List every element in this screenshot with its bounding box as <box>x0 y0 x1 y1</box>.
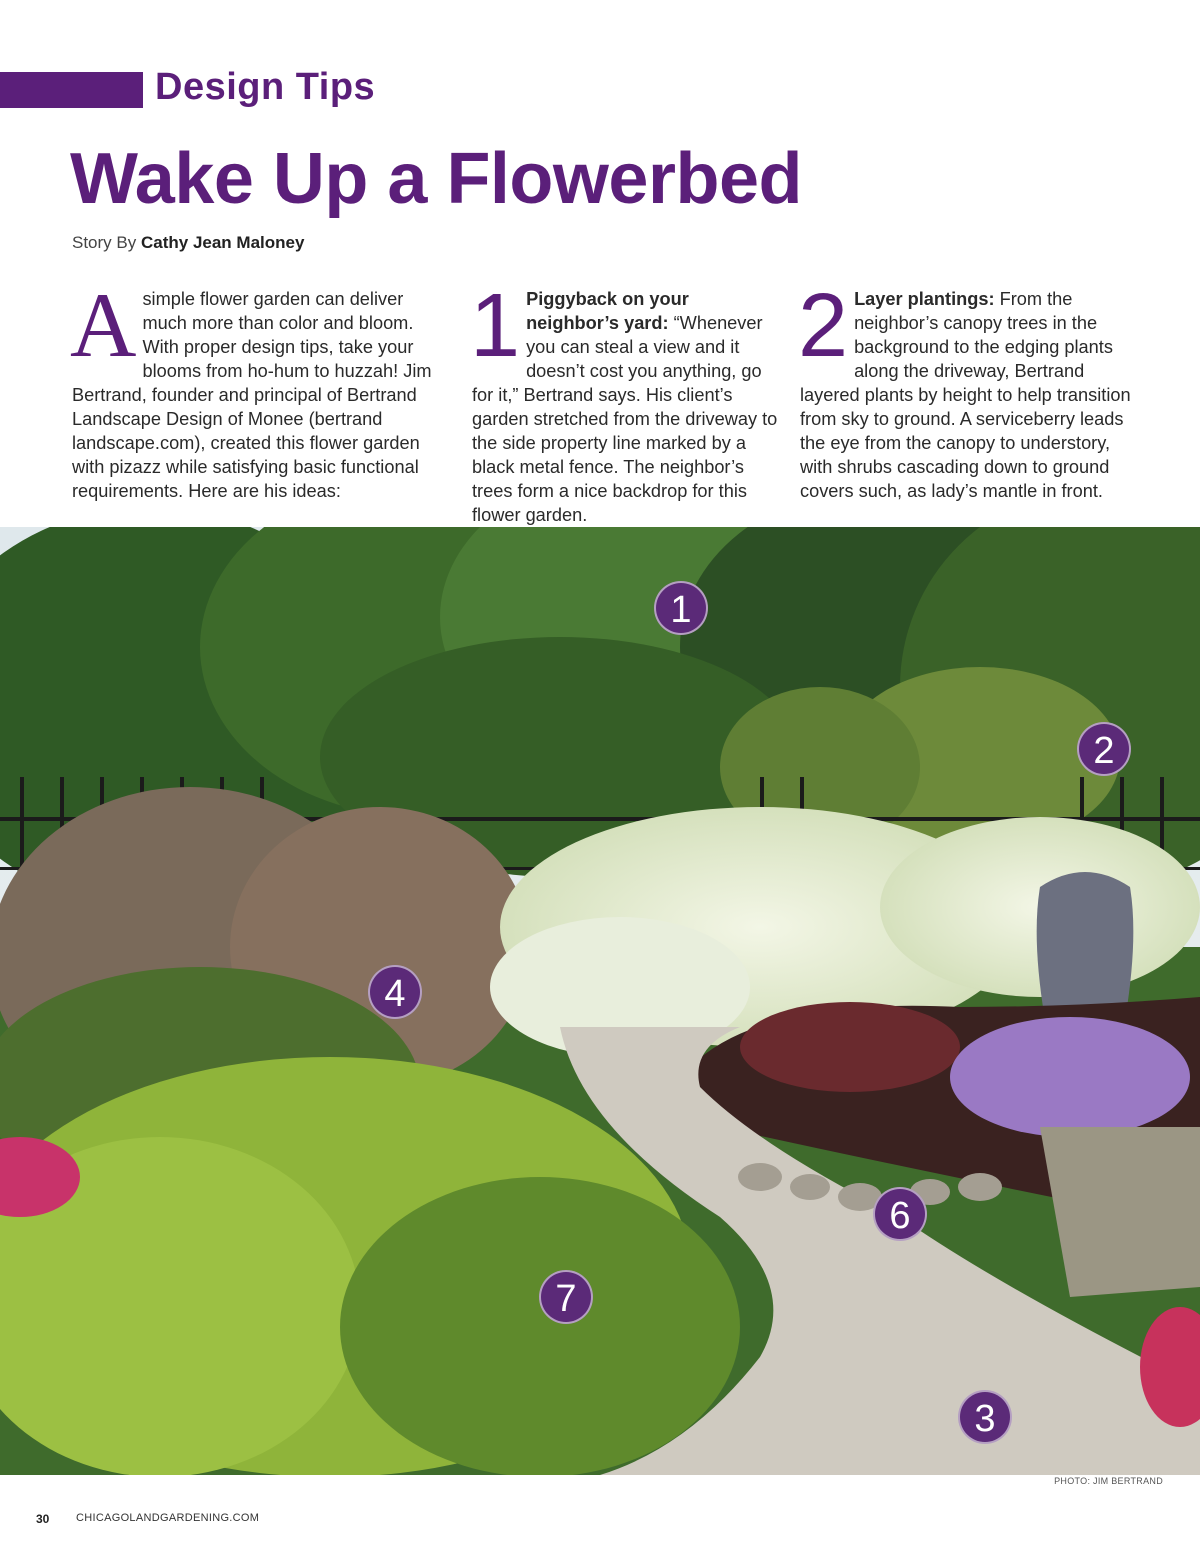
photo-marker-7: 7 <box>539 1270 593 1324</box>
drop-cap: A <box>70 274 137 376</box>
photo-marker-2: 2 <box>1077 722 1131 776</box>
tip-2-lead: Layer plantings: <box>854 289 995 309</box>
section-bar <box>0 72 143 108</box>
intro-column <box>70 274 444 503</box>
tip-2-text: From the neighbor’s canopy trees in the background to the edging plants along the driveway, Bertrand layered plants by height to help transition from sky to ground. A serviceberry leads the eye from the canopy to understory, with shrubs cascading down to ground covers such, as lady’s mantle in front. <box>800 289 1131 501</box>
byline-author: Cathy Jean Maloney <box>140 233 305 252</box>
article-title: Wake Up a Flowerbed <box>70 139 802 219</box>
garden-illustration <box>0 527 1200 1475</box>
photo-marker-4: 4 <box>368 965 422 1019</box>
garden-photo <box>0 527 1200 1475</box>
page-number: 30 <box>36 1512 50 1526</box>
photo-marker-1: 1 <box>654 581 708 635</box>
tip-1-lead: Piggyback on your neighbor’s yard: <box>526 289 689 333</box>
tip-1-text: “Whenever you can steal a view and it doesn’t cost you anything, go for it,” Bertrand says. His client’s garden stretched from the driveway to the side property line marked by a black metal fence. The neighbor’s trees form a nice backdrop for this flower garden. <box>472 313 778 525</box>
byline <box>72 233 304 253</box>
byline-prefix: Story By <box>72 233 137 252</box>
intro-text: simple flower garden can deliver much more than color and bloom. With proper design tips, take your blooms from ho-hum to huzzah! Jim Bertrand, founder and principal of Bertrand Landscape Design of Monee (bertrand landscape.com), created this flower garden with pizazz while satisfying basic functional requirements. Here are his ideas: <box>72 289 432 501</box>
tip-1-column <box>470 276 784 527</box>
photo-marker-3: 3 <box>958 1390 1012 1444</box>
tip-1-number: 1 <box>470 276 521 376</box>
photo-marker-6: 6 <box>873 1187 927 1241</box>
section-label: Design Tips <box>155 66 376 108</box>
photo-credit: PHOTO: JIM BERTRAND <box>1054 1476 1163 1486</box>
tip-2-number: 2 <box>798 276 849 376</box>
tip-2-column <box>798 276 1132 503</box>
site-url: CHICAGOLANDGARDENING.COM <box>76 1512 260 1524</box>
